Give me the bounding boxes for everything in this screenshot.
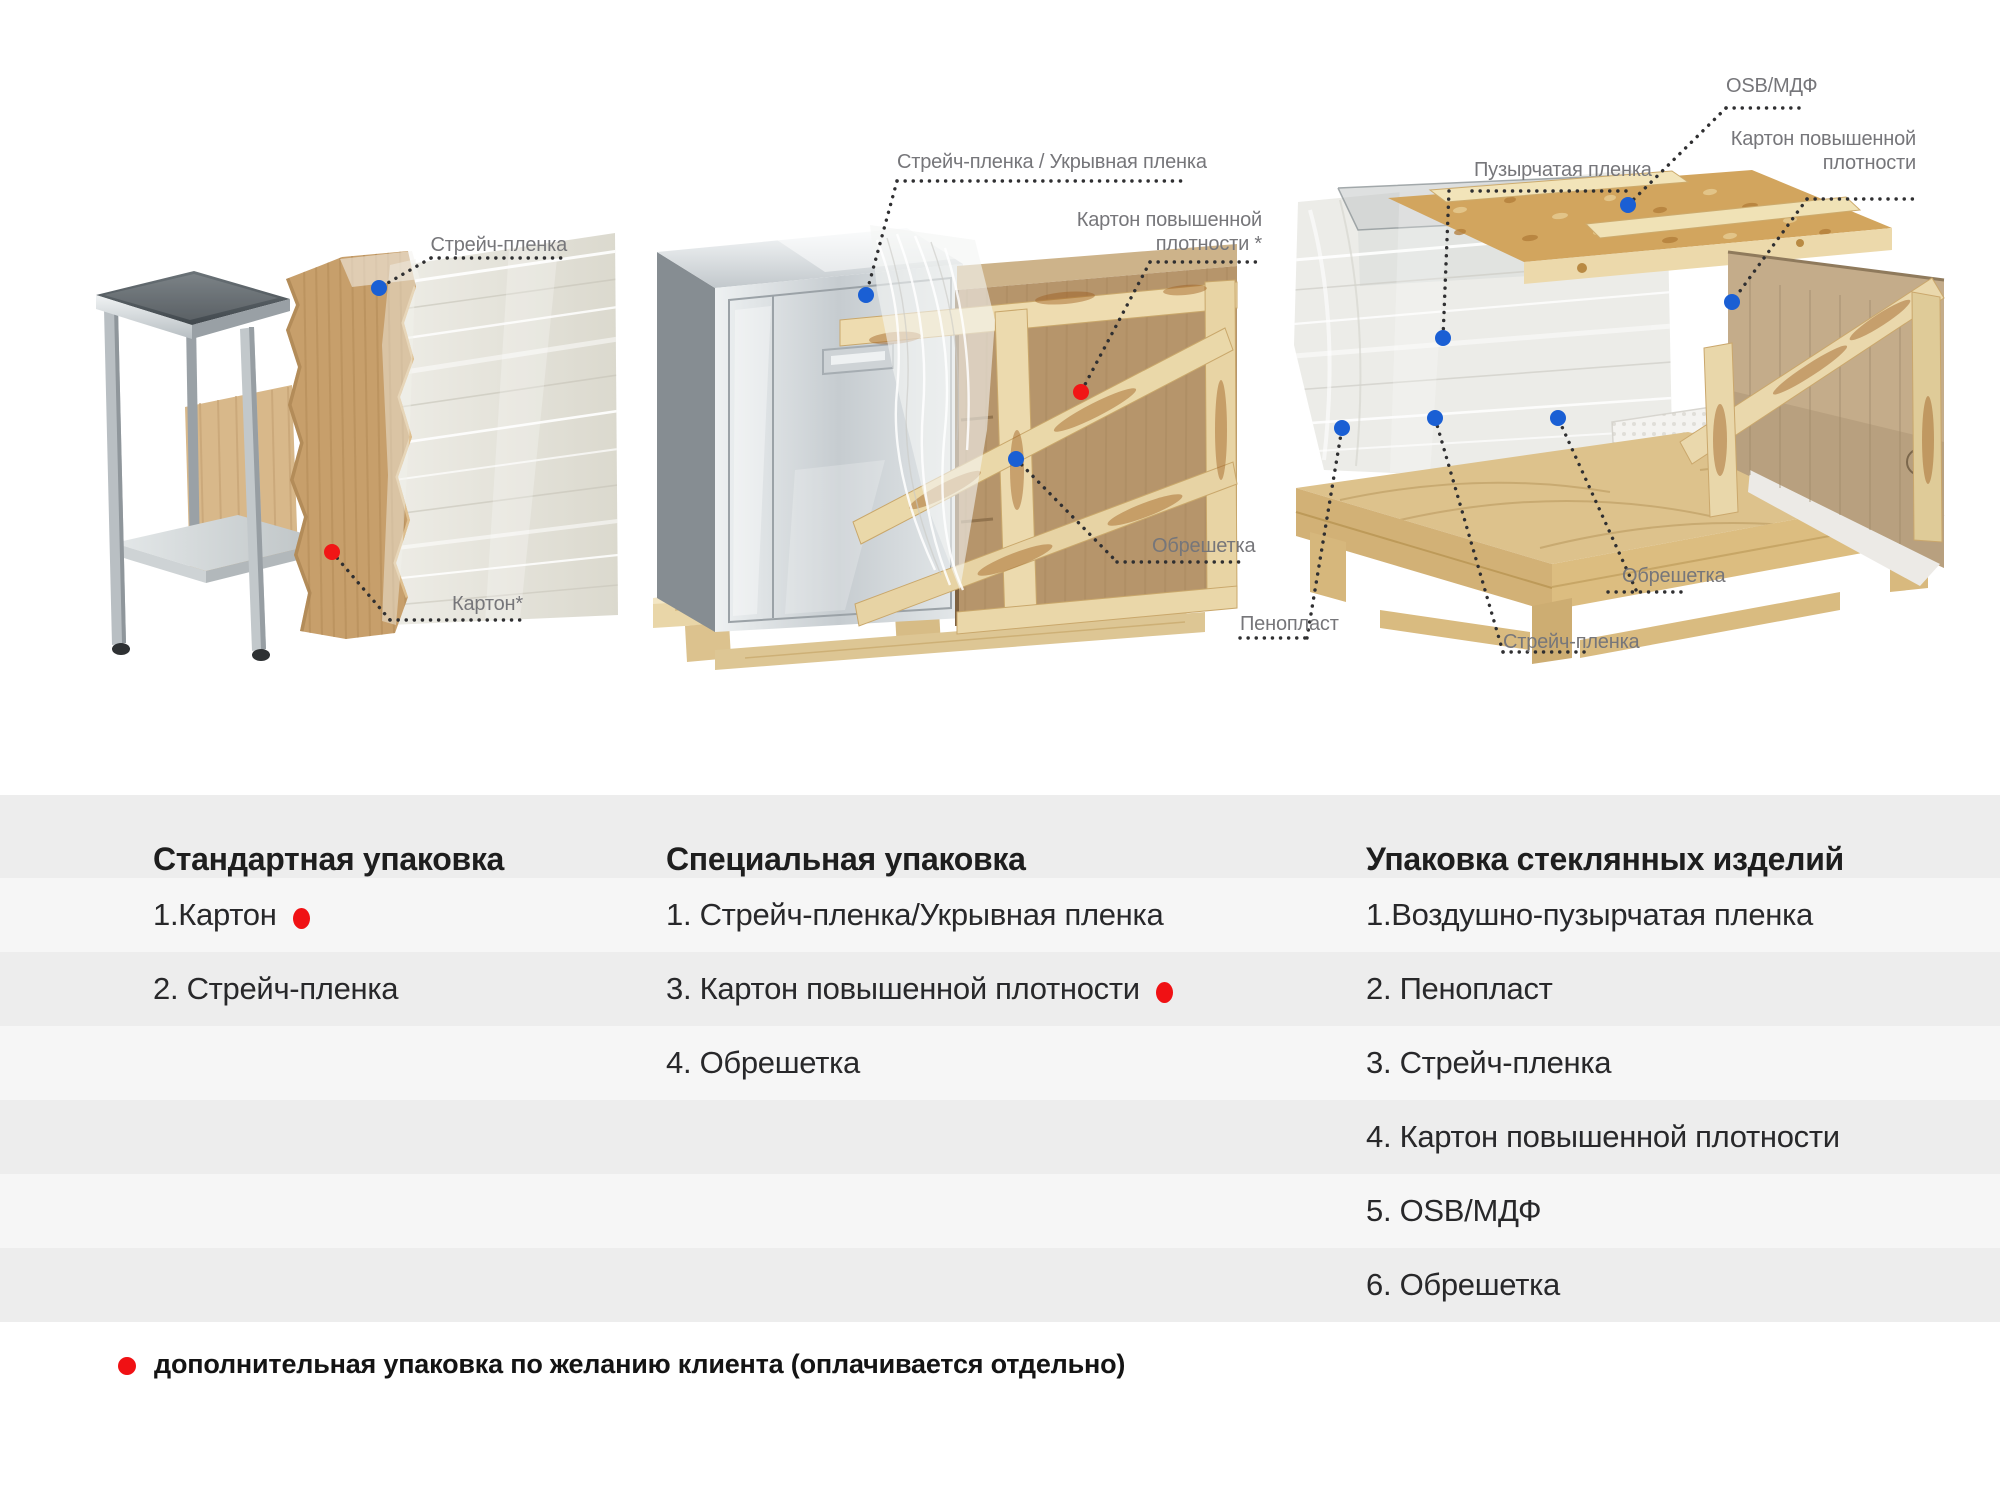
marker-dot-foam-3	[1334, 420, 1350, 436]
marker-dot-bubble-wrap-3	[1435, 330, 1451, 346]
cell-text: 4. Картон повышенной плотности	[1366, 1119, 1840, 1154]
cell-text: 1. Стрейч-пленка/Укрывная пленка	[666, 897, 1164, 932]
marker-dot-dense-cardboard-3	[1724, 294, 1740, 310]
callout-label-dense-cardboard-2	[1077, 208, 1262, 256]
cell-text: 2. Пенопласт	[1366, 971, 1553, 1006]
callout-line-1: Картон повышенной	[1076, 209, 1262, 231]
cell-text: 5. OSB/МДФ	[1366, 1193, 1542, 1228]
red-marker-icon	[1156, 982, 1173, 1003]
marker-dot-crate-2	[1008, 451, 1024, 467]
marker-dot-cardboard-1	[324, 544, 340, 560]
callout-label-stretch-film-2: Стрейч-пленка / Укрывная пленка	[897, 151, 1207, 173]
table-cell	[1366, 1248, 1560, 1322]
cabinet-handle	[823, 344, 893, 374]
callout-label-osb-3: OSB/МДФ	[1726, 75, 1818, 97]
marker-dot-stretch-film-1	[371, 280, 387, 296]
cell-text: 1.Картон	[153, 897, 277, 932]
callout-label-bubble-wrap-3: Пузырчатая пленка	[1474, 159, 1652, 181]
standard-packaging-illustration	[90, 225, 620, 665]
callout-label-stretch-film-3: Стрейч-пленка	[1503, 631, 1640, 653]
marker-dot-crate-3	[1550, 410, 1566, 426]
callout-label-foam-3: Пенопласт	[1240, 613, 1339, 635]
cell-text: 2. Стрейч-пленка	[153, 971, 399, 1006]
column-header-standard: Стандартная упаковка	[153, 841, 505, 877]
table-cell	[666, 952, 1173, 1026]
cell-text: 4. Обрешетка	[666, 1045, 860, 1080]
table-cell	[1366, 1026, 1611, 1100]
red-marker-icon	[118, 1357, 136, 1375]
table-cell	[1366, 878, 1813, 952]
marker-dot-osb-3	[1620, 197, 1636, 213]
table-cell	[666, 878, 1163, 952]
table-cell	[153, 878, 310, 952]
cell-text: 3. Картон повышенной плотности	[666, 971, 1140, 1006]
glass-packaging-photo	[1280, 140, 1960, 665]
marker-dot-dense-cardboard-2	[1073, 384, 1089, 400]
column-header-glass: Упаковка стеклянных изделий	[1366, 841, 1844, 877]
marker-dot-stretch-film-3	[1427, 410, 1443, 426]
callout-label-crate-2: Обрешетка	[1152, 535, 1256, 557]
table-top	[96, 271, 290, 339]
callout-label-dense-cardboard-3	[1731, 127, 1916, 175]
marker-dot-stretch-film-2	[858, 287, 874, 303]
footnote: дополнительная упаковка по желанию клиента (оплачивается отдельно)	[154, 1349, 1126, 1379]
glass-packaging-illustration	[1280, 140, 1960, 665]
callout-label-cardboard-1: Картон*	[452, 593, 523, 615]
standard-packaging-photo	[90, 225, 620, 665]
table-cell	[666, 1026, 860, 1100]
cell-text: 3. Стрейч-пленка	[1366, 1045, 1612, 1080]
table-cell	[1366, 1100, 1840, 1174]
table-cell	[1366, 952, 1553, 1026]
red-marker-icon	[293, 908, 310, 929]
table-cell	[153, 952, 398, 1026]
column-header-special: Специальная упаковка	[666, 841, 1026, 877]
table-row-stripe	[0, 1248, 2000, 1322]
cell-text: 6. Обрешетка	[1366, 1267, 1560, 1302]
callout-line-2: плотности	[1822, 152, 1916, 174]
table-cell	[1366, 1174, 1541, 1248]
table-row-stripe	[0, 1174, 2000, 1248]
callout-label-stretch-film-1: Стрейч-пленка	[430, 234, 567, 256]
callout-line-2: плотности *	[1155, 233, 1262, 255]
table-row-stripe	[0, 1026, 2000, 1100]
cardboard-sheet	[286, 251, 420, 639]
callout-label-crate-3: Обрешетка	[1622, 565, 1726, 587]
cell-text: 1.Воздушно-пузырчатая пленка	[1366, 897, 1813, 932]
callout-line-1: Картон повышенной	[1730, 128, 1916, 150]
